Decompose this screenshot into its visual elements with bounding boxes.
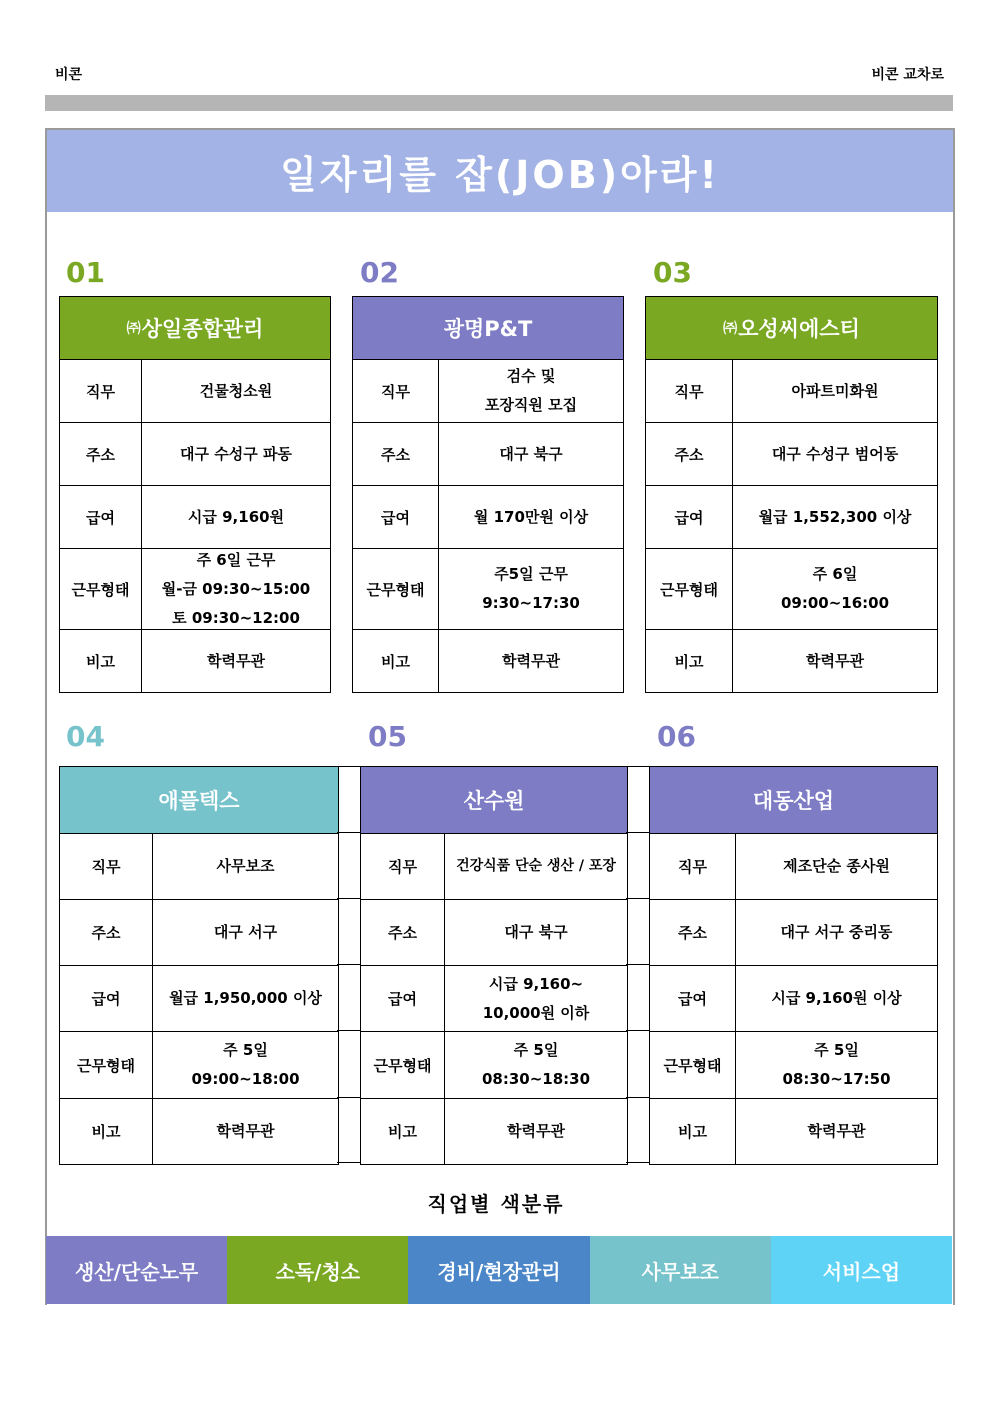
separator-line	[337, 832, 361, 833]
row-label: 급여	[353, 486, 439, 548]
info-row-duty	[353, 359, 623, 422]
row-label: 주소	[353, 423, 439, 485]
row-label: 주소	[361, 900, 445, 965]
separator-line	[626, 964, 650, 965]
row-value: 사무보조	[216, 857, 275, 875]
row-label: 직무	[60, 360, 142, 422]
job-card	[649, 766, 938, 1165]
info-row-address	[361, 899, 627, 965]
legend-item: 사무보조	[590, 1236, 771, 1304]
row-label: 급여	[361, 966, 445, 1031]
info-row-duty	[646, 359, 937, 422]
separator-column	[626, 766, 650, 1164]
row-label: 직무	[361, 834, 445, 899]
info-row-address	[60, 899, 338, 965]
info-row-work	[650, 1031, 937, 1098]
row-label: 근무형태	[60, 549, 142, 629]
info-row-pay	[361, 965, 627, 1031]
info-row-pay	[60, 965, 338, 1031]
company-name: 광명P&T	[353, 297, 623, 359]
row-value: 시급 9,160원 이상	[771, 989, 902, 1007]
info-row-work	[60, 548, 330, 629]
row-value: 학력무관	[806, 651, 864, 670]
job-number: 03	[653, 256, 692, 289]
info-row-pay	[650, 965, 937, 1031]
row-value: 주 5일 08:30~17:50	[782, 1041, 891, 1088]
info-row-address	[650, 899, 937, 965]
info-row-note	[361, 1098, 627, 1164]
job-card	[360, 766, 628, 1165]
job-card	[645, 296, 938, 693]
info-row-address	[60, 422, 330, 485]
legend-item: 서비스업	[771, 1236, 952, 1304]
row-label: 직무	[60, 834, 153, 899]
separator-line	[626, 1030, 650, 1031]
info-row-pay	[353, 485, 623, 548]
info-row-address	[353, 422, 623, 485]
row-value: 아파트미화원	[791, 381, 879, 400]
row-value: 학력무관	[807, 1122, 866, 1140]
info-row-duty	[60, 833, 338, 899]
company-name: ㈜ 오성씨에스티	[646, 297, 937, 359]
row-label: 근무형태	[646, 549, 733, 629]
info-row-duty	[60, 359, 330, 422]
row-value: 건물청소원	[199, 381, 273, 400]
separator-line	[626, 1162, 650, 1163]
info-row-note	[353, 629, 623, 692]
row-label: 비고	[650, 1099, 736, 1164]
row-label: 근무형태	[60, 1032, 153, 1098]
row-value: 대구 서구 중리동	[780, 923, 893, 941]
row-label: 급여	[60, 486, 142, 548]
row-label: 직무	[353, 360, 439, 422]
separator-line	[337, 1030, 361, 1031]
legend-item: 경비/현장관리	[408, 1236, 589, 1304]
company-name: 대동산업	[650, 767, 937, 833]
row-label: 주소	[60, 423, 142, 485]
info-row-address	[646, 422, 937, 485]
row-label: 비고	[60, 1099, 153, 1164]
job-card	[59, 766, 339, 1165]
company-name: ㈜ 상일종합관리	[60, 297, 330, 359]
separator-line	[337, 1097, 361, 1098]
separator-line	[337, 898, 361, 899]
company-name: 애플텍스	[60, 767, 338, 833]
separator-line	[626, 898, 650, 899]
row-value: 대구 북구	[504, 923, 568, 941]
row-label: 급여	[646, 486, 733, 548]
row-label: 직무	[646, 360, 733, 422]
row-value: 주5일 근무 9:30~17:30	[482, 565, 580, 612]
row-value: 주 5일 08:30~18:30	[481, 1041, 591, 1088]
separator-line	[337, 1162, 361, 1163]
row-label: 주소	[646, 423, 733, 485]
separator-line	[626, 832, 650, 833]
job-number: 05	[368, 720, 407, 753]
row-label: 근무형태	[353, 549, 439, 629]
row-label: 비고	[353, 630, 439, 692]
row-value: 시급 9,160~ 10,000원 이하	[482, 974, 590, 1022]
separator-column	[337, 766, 361, 1164]
row-label: 직무	[650, 834, 736, 899]
row-value: 월급 1,950,000 이상	[169, 989, 322, 1007]
row-value: 대구 수성구 범어동	[771, 444, 899, 463]
row-value: 주 6일 근무 월-금 09:30~15:00 토 09:30~12:00	[161, 550, 311, 627]
info-row-pay	[646, 485, 937, 548]
info-row-work	[353, 548, 623, 629]
row-label: 비고	[60, 630, 142, 692]
legend-item: 소독/청소	[227, 1236, 408, 1304]
job-number: 04	[66, 720, 105, 753]
row-value: 대구 서구	[213, 923, 278, 941]
job-card	[59, 296, 331, 693]
row-value: 월 170만원 이상	[473, 507, 589, 526]
info-row-note	[60, 629, 330, 692]
header-left: 비콘	[55, 67, 83, 83]
info-row-work	[60, 1031, 338, 1098]
row-value: 건강식품 단순 생산 / 포장	[456, 858, 616, 874]
row-value: 학력무관	[502, 651, 560, 670]
row-value: 시급 9,160원	[187, 507, 285, 526]
job-number: 02	[360, 256, 399, 289]
info-row-work	[361, 1031, 627, 1098]
legend-title: 직업별 색분류	[427, 1192, 565, 1216]
job-number: 06	[657, 720, 696, 753]
separator-line	[337, 964, 361, 965]
row-label: 주소	[60, 900, 153, 965]
info-row-note	[60, 1098, 338, 1164]
info-row-note	[650, 1098, 937, 1164]
info-row-duty	[650, 833, 937, 899]
row-label: 비고	[646, 630, 733, 692]
row-value: 대구 북구	[499, 444, 563, 463]
job-number: 01	[66, 256, 105, 289]
row-value: 학력무관	[216, 1122, 275, 1140]
row-value: 주 5일 09:00~18:00	[191, 1041, 300, 1088]
legend-item: 생산/단순노무	[46, 1236, 227, 1304]
row-value: 학력무관	[207, 651, 265, 670]
row-label: 비고	[361, 1099, 445, 1164]
row-label: 근무형태	[650, 1032, 736, 1098]
row-value: 대구 수성구 파동	[180, 444, 292, 463]
info-row-pay	[60, 485, 330, 548]
header-right: 비콘 교차로	[871, 67, 944, 83]
row-label: 급여	[650, 966, 736, 1031]
header-divider	[45, 95, 953, 111]
row-value: 제조단순 종사원	[783, 857, 890, 875]
info-row-work	[646, 548, 937, 629]
separator-line	[337, 766, 361, 767]
row-label: 근무형태	[361, 1032, 445, 1098]
row-value: 주 6일 09:00~16:00	[780, 565, 890, 612]
row-value: 검수 및 포장직원 모집	[484, 367, 578, 414]
company-name: 산수원	[361, 767, 627, 833]
row-label: 주소	[650, 900, 736, 965]
separator-line	[626, 766, 650, 767]
row-label: 급여	[60, 966, 153, 1031]
row-value: 학력무관	[507, 1122, 565, 1140]
separator-line	[626, 1097, 650, 1098]
info-row-duty	[361, 833, 627, 899]
job-card	[352, 296, 624, 693]
row-value: 월급 1,552,300 이상	[758, 507, 912, 526]
info-row-note	[646, 629, 937, 692]
color-legend	[46, 1236, 952, 1304]
banner-title: 일자리를 잡(JOB)아라!	[47, 130, 953, 212]
